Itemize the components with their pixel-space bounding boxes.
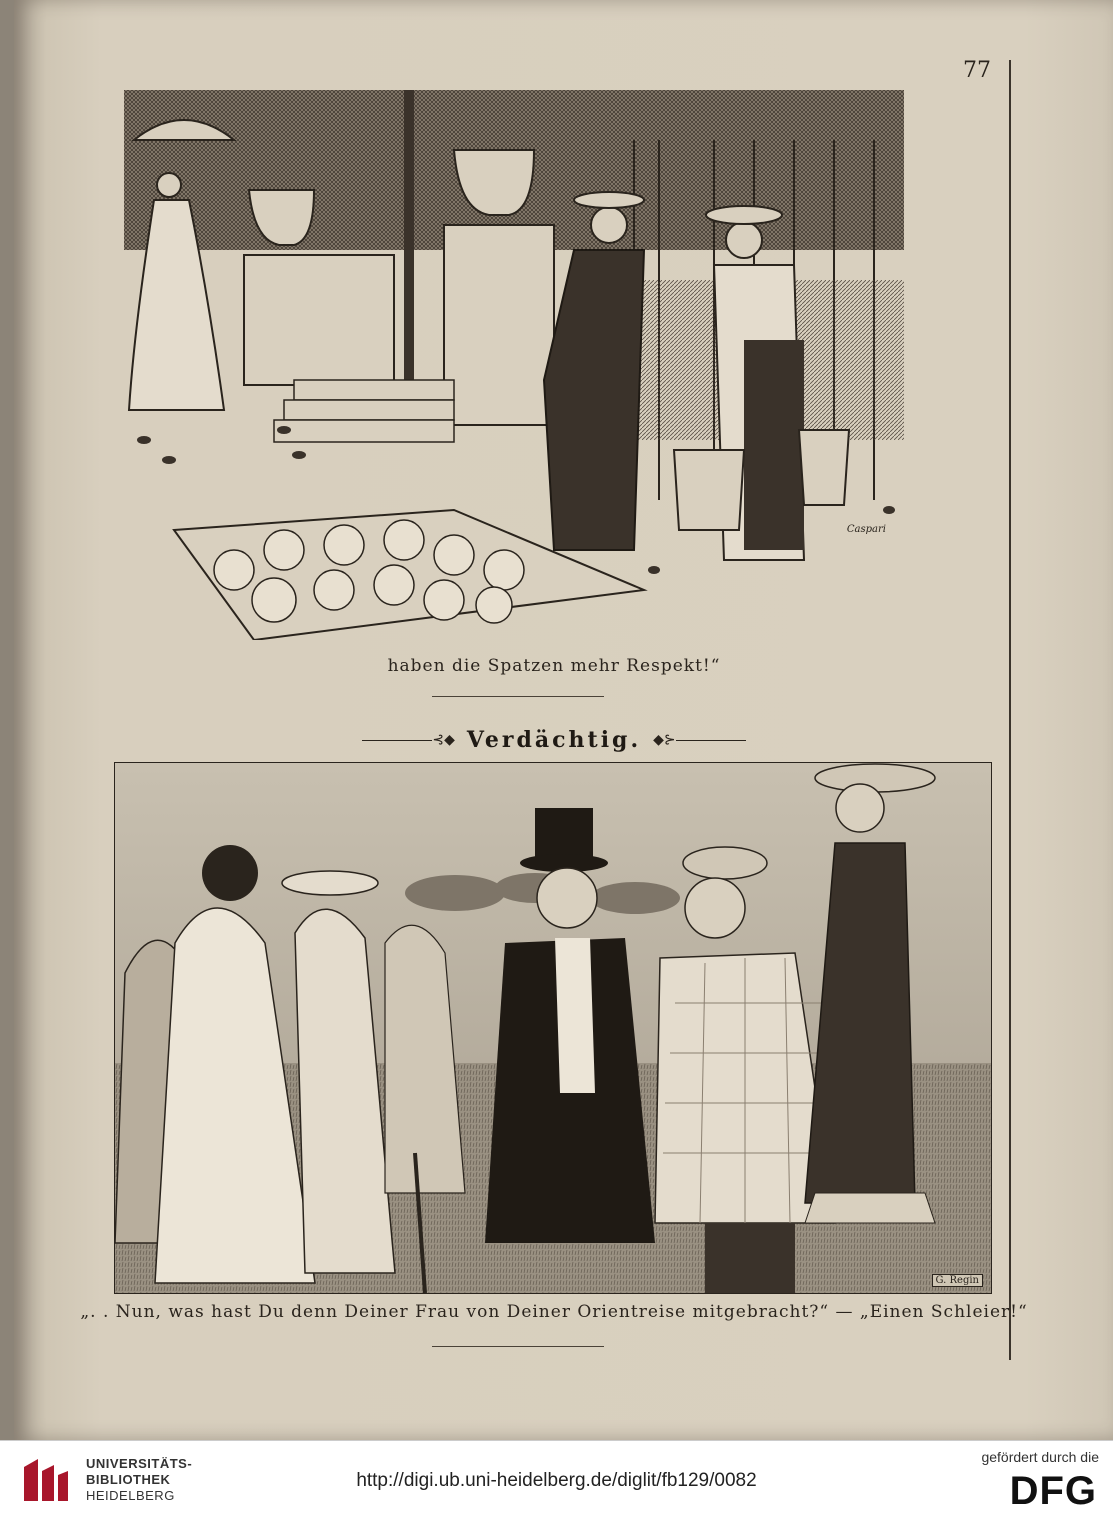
top-illustration <box>114 80 914 640</box>
garden-cartoon-drawing <box>114 80 914 640</box>
permalink-url[interactable]: http://digi.ub.uni-heidelberg.de/diglit/fb129/0082 <box>356 1470 757 1491</box>
top-caption: haben die Spatzen mehr Respekt!“ <box>387 656 721 676</box>
bottom-divider <box>432 1346 604 1347</box>
institution-line-2: BIBLIOTHEK <box>86 1472 171 1487</box>
bottom-illustration <box>114 762 992 1294</box>
right-ornament: ◆⊱ <box>653 732 746 748</box>
page-number: 77 <box>963 58 991 83</box>
top-signature: Caspari <box>846 524 886 535</box>
title-row <box>354 722 754 758</box>
racecourse-cartoon-drawing <box>115 763 991 1293</box>
dfg-logo: DFG <box>1009 1469 1097 1513</box>
library-footer <box>0 1440 1113 1520</box>
left-ornament: ⊰◆ <box>362 732 455 748</box>
top-divider <box>432 696 604 697</box>
watering-can <box>674 450 744 530</box>
cartoon-title: Verdächtig. <box>466 727 642 753</box>
right-margin-rule <box>1009 60 1011 1360</box>
institution-line-1: UNIVERSITÄTS- <box>86 1456 193 1471</box>
gentleman-figure <box>544 250 644 550</box>
bottom-caption: „. . Nun, was hast Du denn Deiner Frau von Deiner Orientreise mitgebracht?“ — „Einen Schleier!“ <box>80 1302 1028 1322</box>
bottom-signature: G. Regin <box>932 1274 983 1287</box>
scanned-page <box>14 0 1113 1440</box>
institution-line-3: HEIDELBERG <box>86 1488 175 1503</box>
funded-by-label: gefördert durch die <box>981 1449 1099 1465</box>
